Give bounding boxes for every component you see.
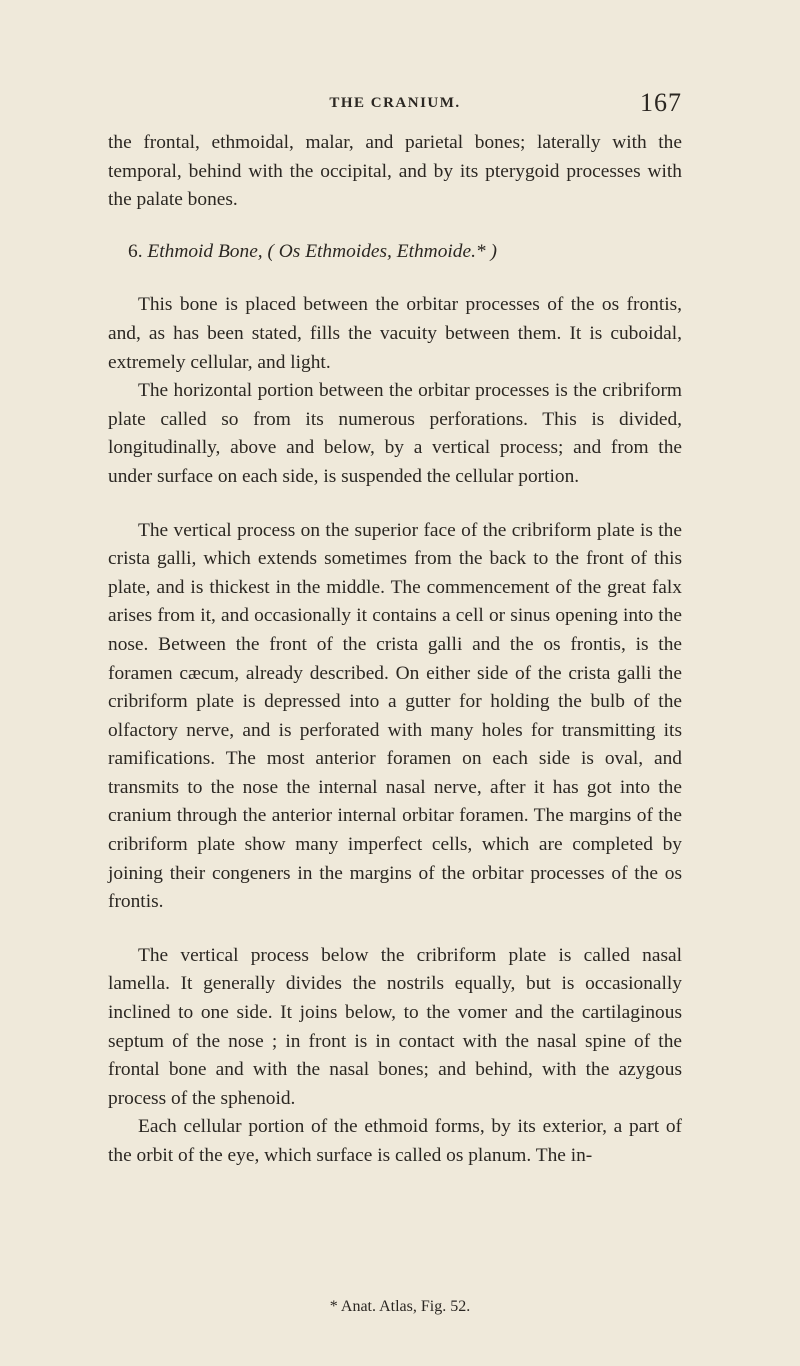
paragraph: This bone is placed between the orbitar processes of the os frontis, and, as has been stated, fills the vacuity between them. It is cuboidal, extremely cellular, and light. xyxy=(108,294,682,373)
section-title: Ethmoid Bone, ( Os Ethmoides, Ethmoide.* ) xyxy=(147,240,497,262)
section-number: 6. xyxy=(128,240,143,262)
body-text xyxy=(108,129,682,1171)
paragraph-continuation: the frontal, ethmoidal, malar, and parietal bones; laterally with the temporal, behind with the occipital, and by its pterygoid processes with the palate bones. xyxy=(108,132,682,211)
paragraph: The vertical process on the superior face of the cribriform plate is the crista galli, which extends sometimes from the back to the front of this plate, and is thickest in the middle. The commencement of the great falx arises from it, and occasionally it contains a cell or sinus opening into the nose. Between the front of the crista galli and the os frontis, is the foramen cæcum, already described. On either side of the crista galli the cribriform plate is depressed into a gutter for holding the bulb of the olfactory nerve, and is perforated with many holes for transmitting its ramifications. The most anterior foramen on each side is oval, and transmits to the nose the internal nasal nerve, after it has got into the cranium through the anterior internal orbitar foramen. The margins of the cribriform plate show many imperfect cells, which are completed by joining their congeners in the margins of the orbitar processes of the os frontis. xyxy=(108,519,682,913)
page-number: 167 xyxy=(640,88,682,117)
running-title: THE CRANIUM. xyxy=(329,95,461,111)
footnote: * Anat. Atlas, Fig. 52. xyxy=(329,1298,471,1315)
paragraph: The vertical process below the cribriform plate is called nasal lamella. It generally divides the nostrils equally, but is occasionally inclined to one side. It joins below, to the vomer and the cartilaginous septum of the nose ; in front is in contact with the nasal spine of the frontal bone and with the nasal bones; and behind, with the azygous process of the sphenoid. xyxy=(108,944,682,1109)
paragraph: Each cellular portion of the ethmoid forms, by its exterior, a part of the orbit of the eye, which surface is called os planum. The in- xyxy=(108,1116,682,1166)
section-heading xyxy=(108,238,682,267)
paragraph: The horizontal portion between the orbitar processes is the cribriform plate called so from its numerous perforations. This is divided, longitudinally, above and below, by a vertical process; and from the under surface on each side, is suspended the cellular portion. xyxy=(108,380,682,487)
running-head xyxy=(108,90,682,120)
